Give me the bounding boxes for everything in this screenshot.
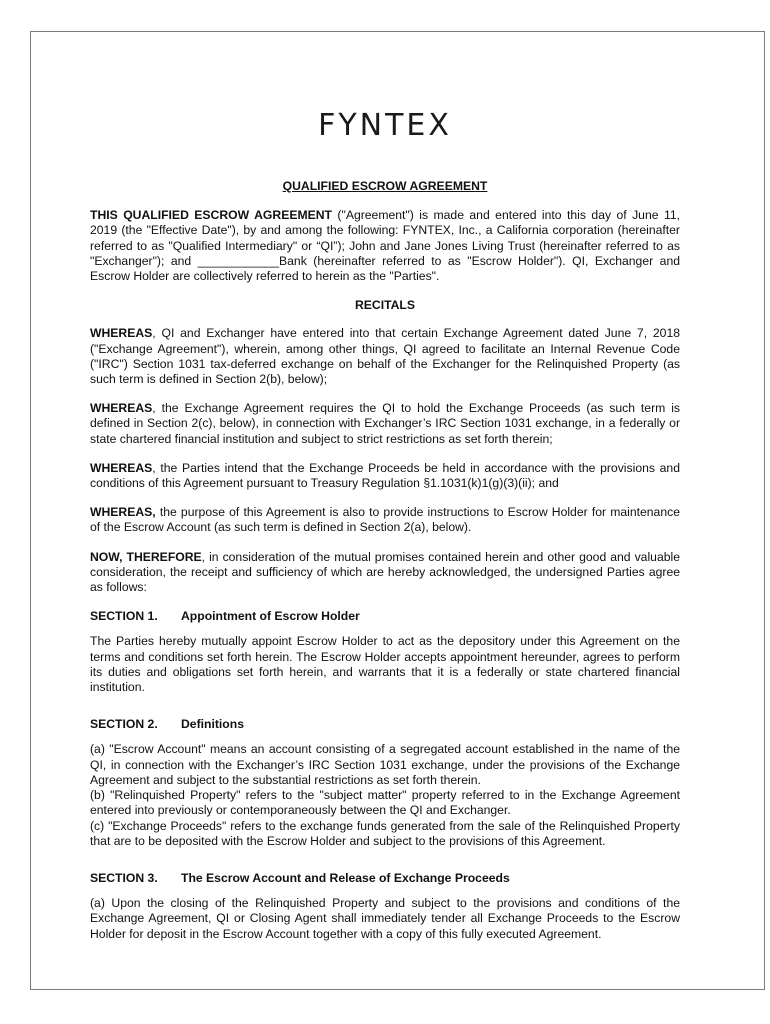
recital-lead: WHEREAS,: [90, 505, 156, 520]
recital-text: , the Parties intend that the Exchange Proceeds be held in accordance with the provisions and conditions of this Agreement pursuant to Treasury Regulation §1.1031(k)1(g)(3)(ii); and: [90, 460, 680, 491]
recital-3: [90, 461, 680, 491]
recital-text: , QI and Exchanger have entered into that certain Exchange Agreement dated June 7, 2018 ("Exchange Agreement"), wherein, among other things, QI agreed to facilitate an Internal Revenue Code ("IRC") Section 1031 tax-deferred exchange on behalf of the Exchanger for the Relinquished Property (as such term is defined in Section 2(b), below);: [90, 326, 680, 387]
intro-paragraph: [90, 208, 680, 284]
recital-text: , in consideration of the mutual promises contained herein and other good and valuable consideration, the receipt and sufficiency of which are hereby acknowledged, the undersigned Parties agree as follows:: [90, 549, 680, 595]
recital-2: [90, 401, 680, 447]
section-number: SECTION 3.: [90, 870, 158, 885]
definition-c: (c) "Exchange Proceeds" refers to the exchange funds generated from the sale of the Relinquished Property that are to be deposited with the Escrow Holder and subject to the provisions of this Agreement.: [90, 818, 680, 848]
recital-lead: WHEREAS: [90, 460, 153, 475]
document-title: QUALIFIED ESCROW AGREEMENT: [282, 179, 488, 193]
recital-lead: WHEREAS: [90, 326, 153, 341]
section-2-heading: [90, 717, 680, 732]
definition-a: (a) "Escrow Account" means an account consisting of a segregated account established in the name of the QI, in connection with the Exchanger’s IRC Section 1031 exchange, under the provisions of the Exchange Agreement and subject to the substantial restrictions as set forth therein.: [90, 742, 680, 787]
company-logo: FYNTEX: [318, 108, 452, 143]
intro-lead: THIS QUALIFIED ESCROW AGREEMENT: [90, 208, 332, 223]
section-1-heading: [90, 609, 680, 624]
section-1-body: The Parties hereby mutually appoint Escrow Holder to act as the depository under this Agreement on the terms and conditions set forth herein. The Escrow Holder accepts appointment hereunder, agrees to perform its duties and obligations set forth herein, and warrants that it is a federally or state chartered financial institution.: [90, 634, 680, 695]
section-title: Definitions: [181, 717, 244, 732]
recital-text: , the Exchange Agreement requires the QI to hold the Exchange Proceeds (as such term is defined in Section 2(c), below), in connection with Exchanger’s IRC Section 1031 exchange, in a federally or state chartered financial institution and subject to strict restrictions as set forth therein;: [90, 401, 680, 446]
recital-5: [90, 550, 680, 596]
section-title: Appointment of Escrow Holder: [181, 609, 360, 624]
recital-1: [90, 326, 680, 387]
section-3-heading: [90, 871, 680, 886]
recitals-heading: RECITALS: [354, 298, 416, 313]
intro-text: ("Agreement") is made and entered into this day of June 11, 2019 (the "Effective Date"), by and among the following: FYNTEX, Inc., a California corporation (hereinafter referred to as "Qualified Intermediary" or “QI”); John and Jane Jones Living Trust (hereinafter referred to as "Exchanger"); and ____________Bank (hereinafter referred to as "Escrow Holder"). QI, Exchanger and Escrow Holder are collectively referred to herein as the "Parties".: [90, 208, 680, 284]
section-3-body: (a) Upon the closing of the Relinquished Property and subject to the provisions and conditions of the Exchange Agreement, QI or Closing Agent shall immediately tender all Exchange Proceeds to the Escrow Holder for deposit in the Escrow Account together with a copy of this fully executed Agreement.: [90, 896, 680, 941]
section-title: The Escrow Account and Release of Exchange Proceeds: [181, 870, 510, 885]
recital-4: [90, 505, 680, 535]
recital-lead: WHEREAS: [90, 401, 153, 416]
recital-text: the purpose of this Agreement is also to provide instructions to Escrow Holder for maintenance of the Escrow Account (as such term is defined in Section 2(a), below).: [90, 505, 680, 535]
recital-lead: NOW, THEREFORE: [90, 549, 202, 564]
section-number: SECTION 2.: [90, 717, 158, 732]
definition-b: (b) "Relinquished Property" refers to the "subject matter" property referred to in the Exchange Agreement entered into previously or contemporaneously between the QI and Exchanger.: [90, 788, 680, 818]
document-body: [90, 179, 680, 956]
section-number: SECTION 1.: [90, 609, 158, 624]
